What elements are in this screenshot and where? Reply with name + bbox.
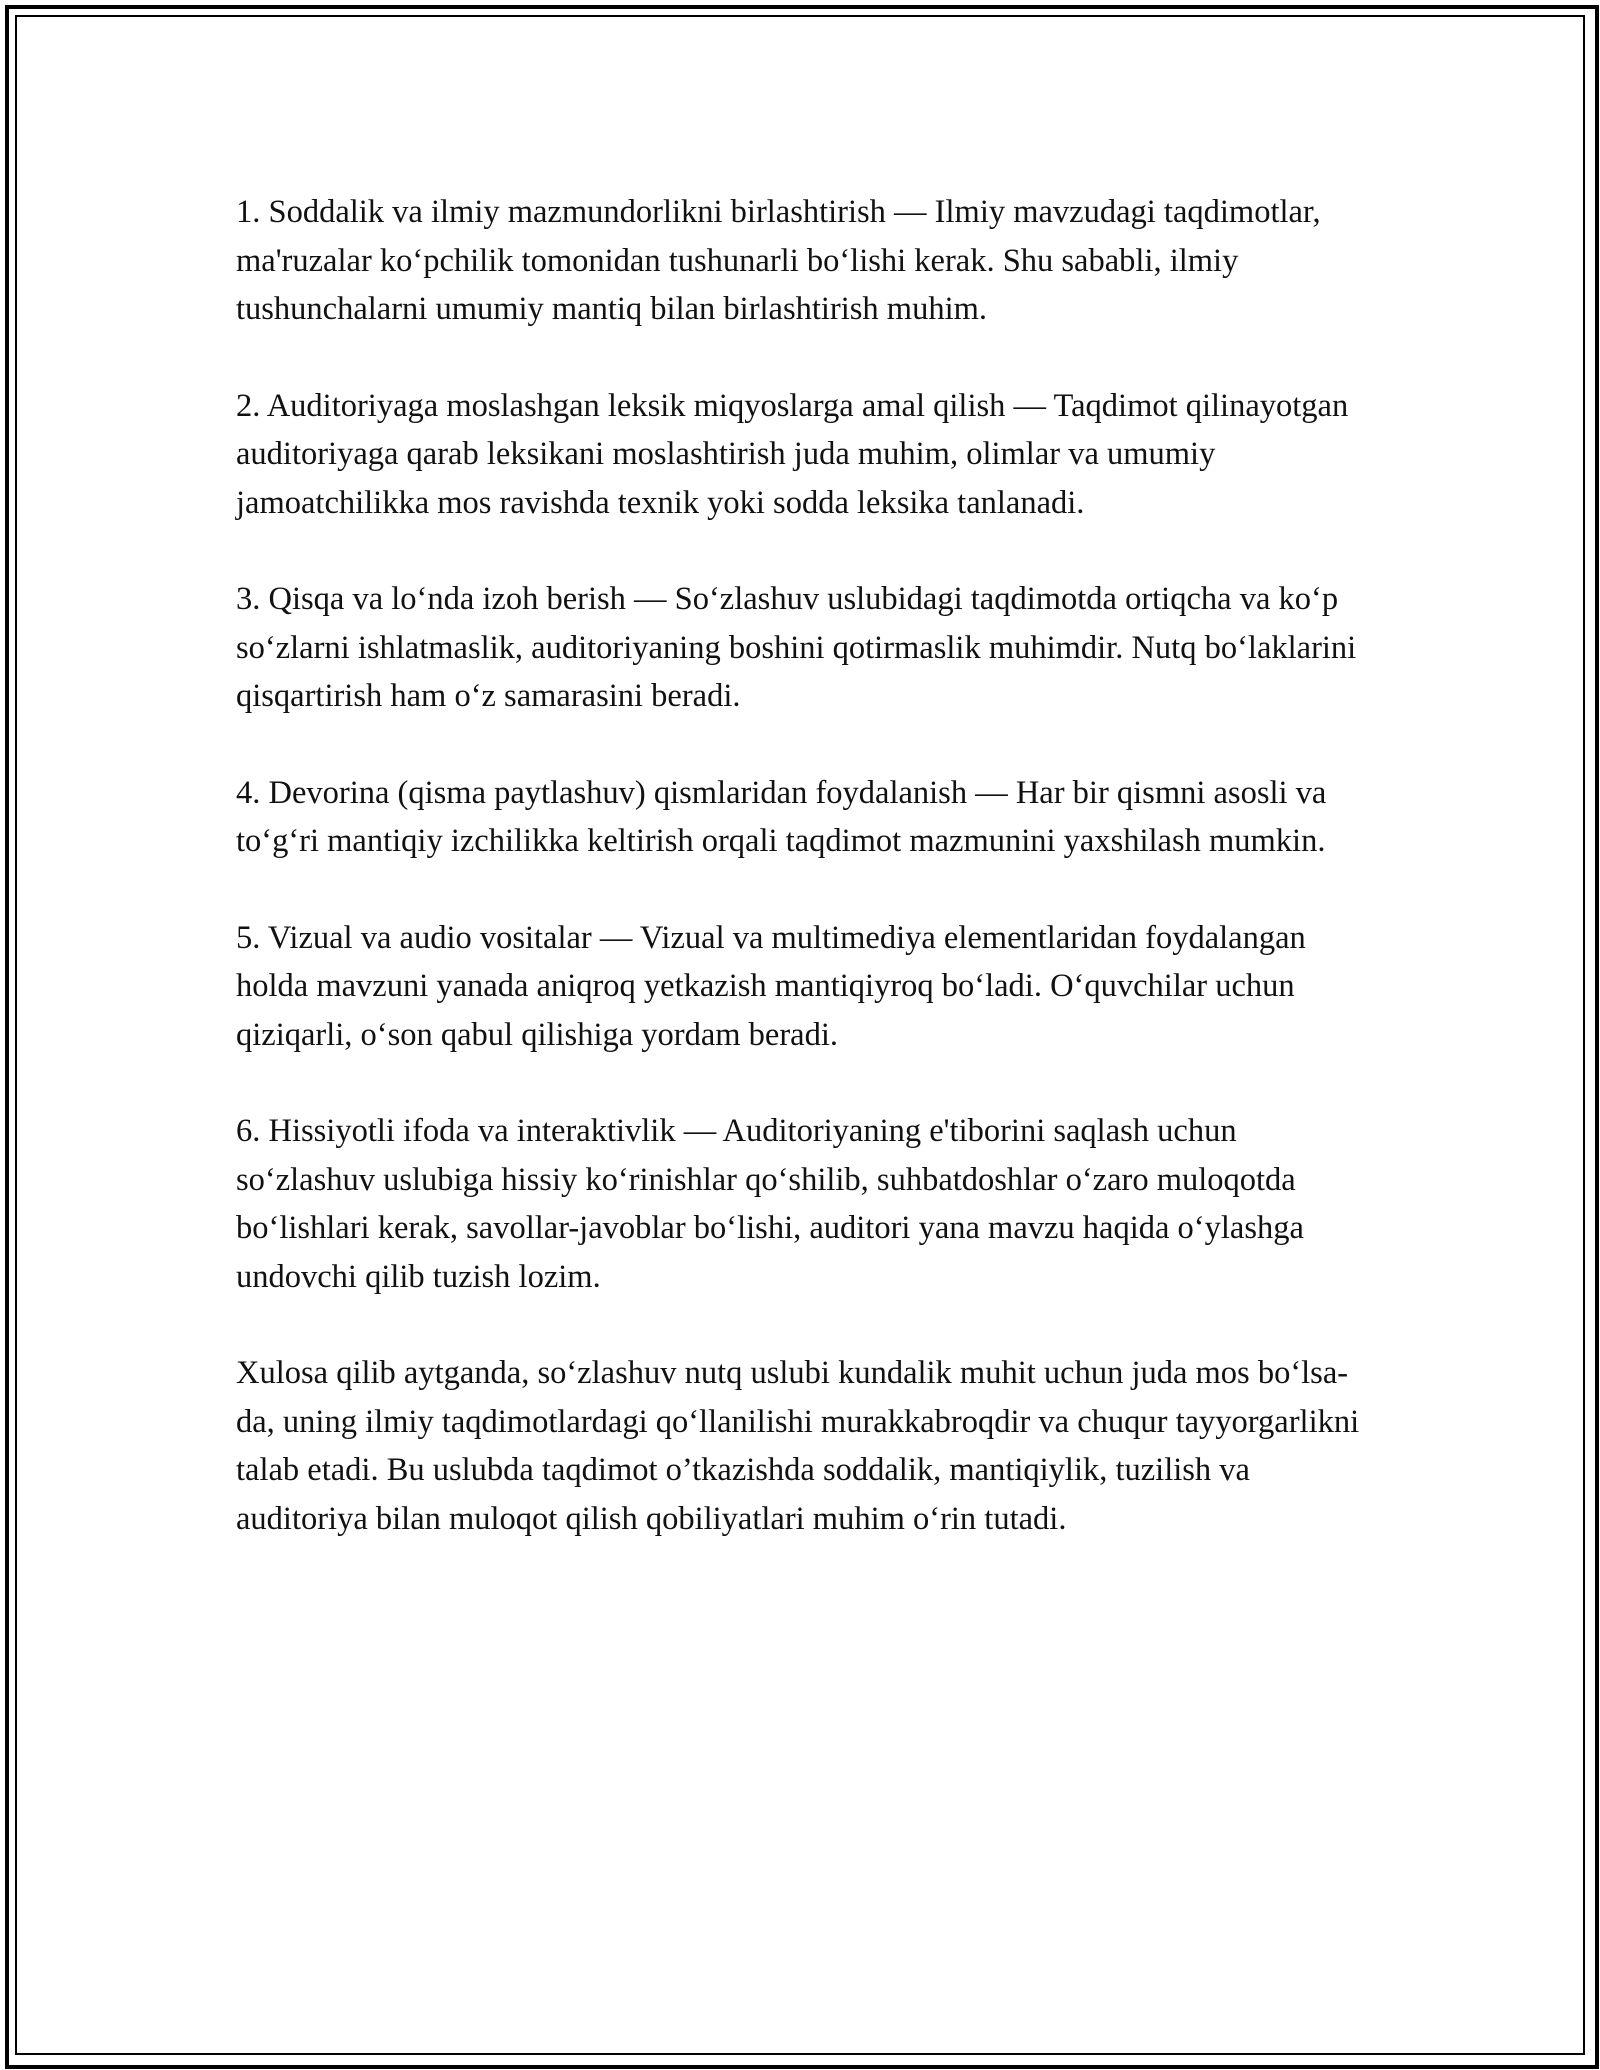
paragraph-2: 2. Auditoriyaga moslashgan leksik miqyoslarga amal qilish — Taqdimot qilinayotgan auditoriyaga qarab leksikani moslashtirish juda muhim, olimlar va umumiy jamoatchilikka mos ravishda texnik yoki sodda leksika tanlanadi. [236,387,1349,521]
conclusion-paragraph: Xulosa qilib aytganda, so‘zlashuv nutq uslubi kundalik muhit uchun juda mos bo‘lsa-da, uning ilmiy taqdimotlardagi qo‘llanilishi murakkabroqdir va chuqur tayyorgarlikni talab etadi. Bu uslubda taqdimot o’tkazishda soddalik, mantiqiylik, tuzilish va auditoriya bilan muloqot qilish qobiliyatlari muhim o‘rin tutadi. [236,1355,1360,1537]
paragraph-4: 4. Devorina (qisma paytlashuv) qismlaridan foydalanish — Har bir qismni asosli va to‘g‘ri mantiqiy izchilikka keltirish orqali taqdimot mazmunini yaxshilash mumkin. [236,774,1327,859]
paragraph-6: 6. Hissiyotli ifoda va interaktivlik — Auditoriyaning e'tiborini saqlash uchun so‘zlashuv uslubiga hissiy ko‘rinishlar qo‘shilib, suhbatdoshlar o‘zaro muloqotda bo‘lishlari kerak, savollar-javoblar bo‘lishi, auditori yana mavzu haqida o‘ylashga undovchi qilib tuzish lozim. [236,1113,1304,1295]
document-body [236,188,1376,1591]
paragraph-5: 5. Vizual va audio vositalar — Vizual va multimediya elementlaridan foydalangan holda mavzuni yanada aniqroq yetkazish mantiqiyroq bo‘ladi. O‘quvchilar uchun qiziqarli, o‘son qabul qilishiga yordam beradi. [236,919,1306,1053]
paragraph-3: 3. Qisqa va lo‘nda izoh berish — So‘zlashuv uslubidagi taqdimotda ortiqcha va ko‘p so‘zlarni ishlatmaslik, auditoriyaning boshini qotirmaslik muhimdir. Nutq bo‘laklarini qisqartirish ham o‘z samarasini beradi. [236,581,1357,714]
paragraph-1: 1. Soddalik va ilmiy mazmundorlikni birlashtirish — Ilmiy mavzudagi taqdimotlar, ma'ruzalar ko‘pchilik tomonidan tushunarli bo‘lishi kerak. Shu sababli, ilmiy tushunchalarni umumiy mantiq bilan birlashtirish muhim. [236,194,1321,327]
